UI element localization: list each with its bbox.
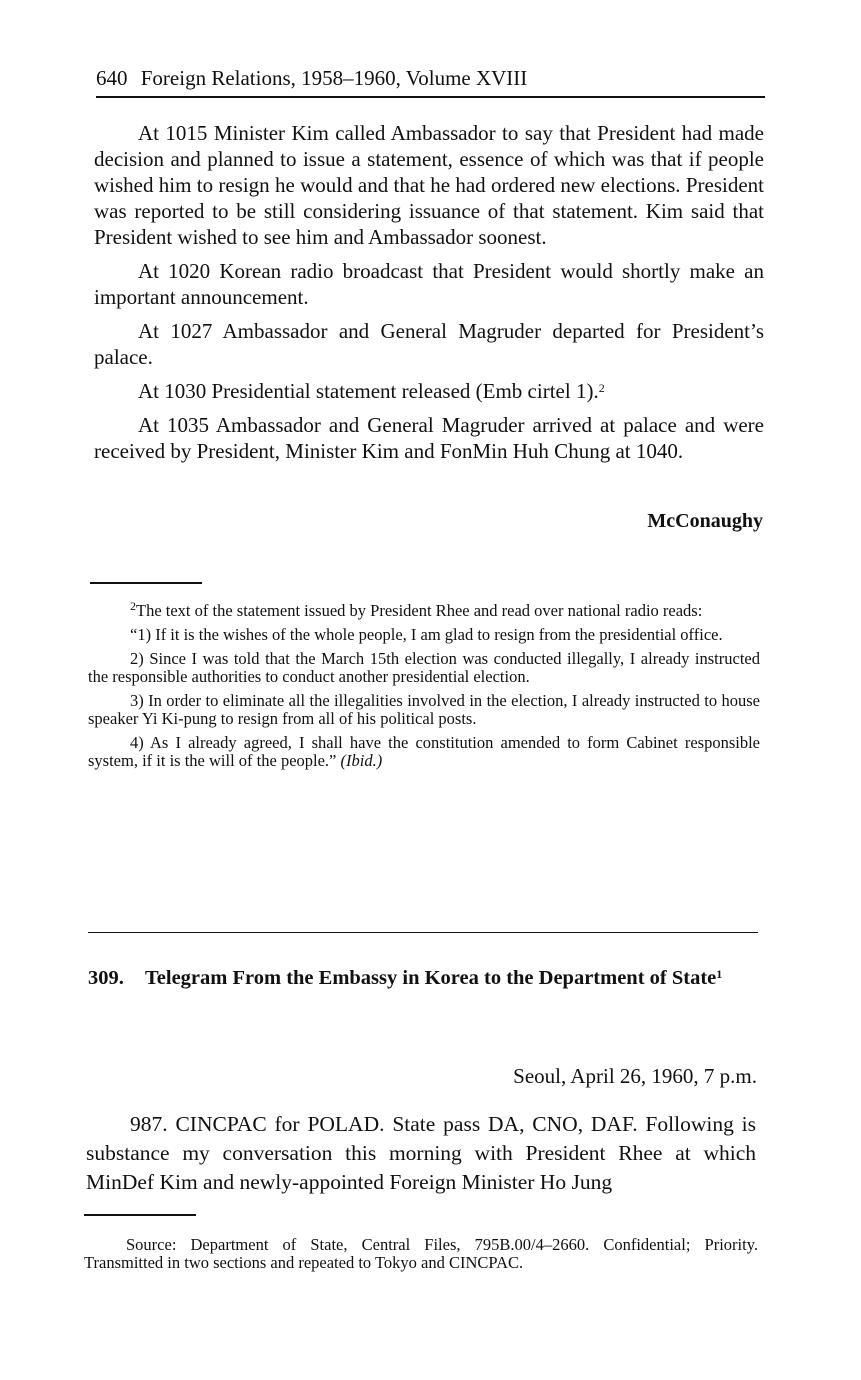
running-title: Foreign Relations, 1958–1960, Volume XVIII xyxy=(140,66,528,90)
paragraph: 987. CINCPAC for POLAD. State pass DA, CNO, DAF. Following is substance my conversation this morning with President Rhee at which MinDef Kim and newly-appointed Foreign Minister Ho Jung xyxy=(86,1112,756,1194)
footnote-item: 2) Since I was told that the March 15th election was conducted illegally, I already instructed the responsible authorities to conduct another presidential election. xyxy=(88,649,760,686)
signature: McConaughy xyxy=(647,510,763,532)
document-heading xyxy=(88,966,760,990)
footnote-item: “1) If it is the wishes of the whole people, I am glad to resign from the presidential office. xyxy=(130,625,723,644)
paragraph xyxy=(94,378,764,404)
paragraph-text: At 1030 Presidential statement released (Emb cirtel 1). xyxy=(138,379,599,403)
footnote-item: 3) In order to eliminate all the illegalities involved in the election, I already instructed to house speaker Yi Ki-pung to resign from all of his political posts. xyxy=(88,691,760,728)
source-note-divider xyxy=(84,1214,196,1216)
source-note xyxy=(84,1236,758,1278)
document-title-text: Telegram From the Embassy in Korea to the Department of State xyxy=(145,967,717,989)
document-number: 309. xyxy=(88,967,124,989)
document-title xyxy=(145,966,760,990)
source-note-reference[interactable]: 1 xyxy=(716,967,723,981)
footnotes xyxy=(88,599,760,776)
footnote-reference[interactable]: 2 xyxy=(598,381,605,395)
section-divider xyxy=(88,932,758,933)
page-number: 640 xyxy=(96,66,128,90)
footnote-divider xyxy=(90,582,202,584)
footnote-citation: (Ibid.) xyxy=(340,751,383,770)
telegram-text xyxy=(86,1110,756,1205)
running-header xyxy=(96,64,765,98)
paragraph: At 1035 Ambassador and General Magruder arrived at palace and were received by President, Minister Kim and FonMin Huh Chung at 1040. xyxy=(94,413,764,463)
footnote-text: The text of the statement issued by President Rhee and read over national radio reads: xyxy=(136,601,703,620)
paragraph: At 1015 Minister Kim called Ambassador to say that President had made decision and planned to issue a statement, essence of which was that if people wished him to resign he would and that he had ordered new elections. President was reported to be still considering issuance of that statement. Kim said that President wished to see him and Ambassador soonest. xyxy=(94,121,764,249)
paragraph: At 1027 Ambassador and General Magruder departed for President’s palace. xyxy=(94,319,764,369)
source-note-text: Source: Department of State, Central Files, 795B.00/4–2660. Confidential; Priority. Transmitted in two sections and repeated to Tokyo and CINCPAC. xyxy=(84,1235,758,1272)
footnote-marker: 2 xyxy=(130,599,136,613)
footnote-intro xyxy=(88,599,760,620)
footnote-item xyxy=(88,734,760,770)
dateline: Seoul, April 26, 1960, 7 p.m. xyxy=(513,1064,757,1088)
paragraph: At 1020 Korean radio broadcast that President would shortly make an important announcement. xyxy=(94,259,764,309)
main-text xyxy=(94,120,764,472)
footnote-item-text: 4) As I already agreed, I shall have the constitution amended to form Cabinet responsible system, if it is the will of the people.” xyxy=(88,733,760,770)
